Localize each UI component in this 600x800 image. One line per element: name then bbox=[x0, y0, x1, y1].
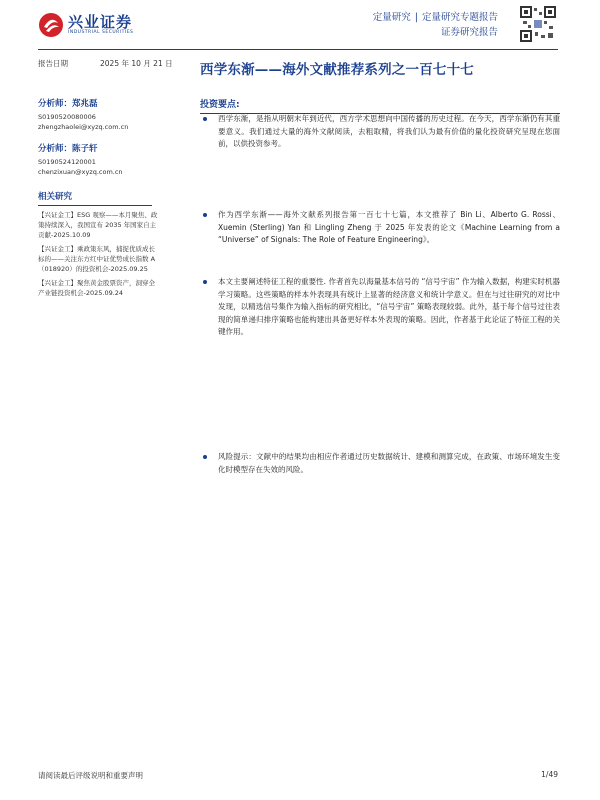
analyst-email[interactable]: chenzixuan@xyzq.com.cn bbox=[38, 168, 123, 176]
report-date-row bbox=[38, 58, 188, 69]
related-research-title: 相关研究 bbox=[38, 190, 152, 206]
related-research-item[interactable]: 【兴证金工】ESG 观察——本月聚焦、政策持续深入，我国宣布 2035 年国家自主贡献-2025.10.09 bbox=[38, 211, 158, 239]
section-heading: 投资要点: bbox=[200, 97, 560, 114]
industrial-securities-logo-icon bbox=[38, 12, 64, 38]
paragraph-text: 西学东渐，是指从明朝末年到近代，西方学术思想向中国传播的历史过程。在今天，西学东渐仍有其重要意义。我们通过大量的海外文献阅读，去粗取精，将我们认为最有价值的量化投资研究呈现在您面前，以供投资参考。 bbox=[218, 114, 560, 148]
bullet-icon bbox=[203, 213, 207, 217]
analyst-name: 分析师：郑兆磊 bbox=[38, 99, 98, 109]
logo-chinese-name: 兴业证券 bbox=[68, 13, 133, 31]
header-rule bbox=[38, 49, 558, 50]
analyst-certificate: S0190524120001 bbox=[38, 158, 96, 166]
sidebar bbox=[38, 58, 188, 298]
logo-english-name: INDUSTRIAL SECURITIES bbox=[68, 30, 134, 35]
related-research-item[interactable]: 【兴证金工】聚焦黄金股票资产，洞穿全产业链投资机会-2025.09.24 bbox=[38, 279, 155, 297]
category-separator: | bbox=[414, 12, 418, 23]
summary-paragraph bbox=[200, 451, 560, 476]
analyst-block bbox=[38, 97, 188, 132]
page-header bbox=[0, 0, 600, 48]
page-footer bbox=[38, 770, 558, 781]
paragraph-text: 本文主要阐述特征工程的重要性. 作者首先以海量基本信号的 “信号宇宙” 作为输入数据，构建实时机器学习策略。这些策略的样本外表现具有统计上显著的经济意义和统计学意义。但在与过往研究的对比中发现，以精选信号集作为输入指标的研究相比，“信号宇宙” 策略表现较弱。此外，基于每个信号过往表现的简单递归排序策略也能构建出具备更好样本外表现的策略。因此，作者基于此论证了特征工程的关键作用。 bbox=[218, 277, 560, 336]
report-title: 西学东渐——海外文献推荐系列之一百七十七 bbox=[200, 62, 474, 78]
report-date-label: 报告日期 bbox=[38, 59, 68, 68]
company-logo bbox=[38, 12, 133, 38]
bullet-icon bbox=[203, 117, 207, 121]
category-securities-report: 证券研究报告 bbox=[440, 27, 498, 38]
bullet-icon bbox=[203, 455, 207, 459]
summary-paragraph bbox=[200, 113, 560, 151]
related-research-item[interactable]: 【兴证金工】乘政策东风，捕捉优质成长标的——关注东方红中证优势成长指数 A（018920）的投资机会-2025.09.25 bbox=[38, 245, 156, 273]
report-category bbox=[373, 10, 498, 40]
report-date-value: 2025 年 10 月 21 日 bbox=[100, 59, 173, 68]
category-special-report: 定量研究专题报告 bbox=[421, 12, 498, 23]
page-number: 1/49 bbox=[541, 770, 558, 779]
summary-paragraph bbox=[200, 209, 560, 247]
footer-disclaimer[interactable]: 请阅读最后评级说明和重要声明 bbox=[38, 771, 143, 780]
paragraph-text: 作为西学东渐——海外文献系列报告第一百七十七篇，本文推荐了 Bin Li、Alberto G. Rossi、Xuemin (Sterling) Yan 和 Lingling Zheng 于 2025 年发表的论文《Machine Learning from a “Universe” of Signals: The Role of Feature Engineering》。 bbox=[218, 210, 560, 244]
main-content bbox=[200, 58, 560, 474]
category-quant: 定量研究 bbox=[372, 12, 411, 23]
qr-code-icon bbox=[520, 6, 556, 42]
summary-paragraph bbox=[200, 276, 560, 339]
analyst-certificate: S0190520080006 bbox=[38, 113, 96, 121]
analyst-block bbox=[38, 142, 188, 177]
analyst-name: 分析师：陈子轩 bbox=[38, 144, 98, 154]
bullet-icon bbox=[203, 280, 207, 284]
paragraph-text: 风险提示：文献中的结果均由相应作者通过历史数据统计、建模和测算完成，在政策、市场环境发生变化时模型存在失效的风险。 bbox=[218, 452, 560, 474]
analyst-email[interactable]: zhengzhaolei@xyzq.com.cn bbox=[38, 123, 129, 131]
